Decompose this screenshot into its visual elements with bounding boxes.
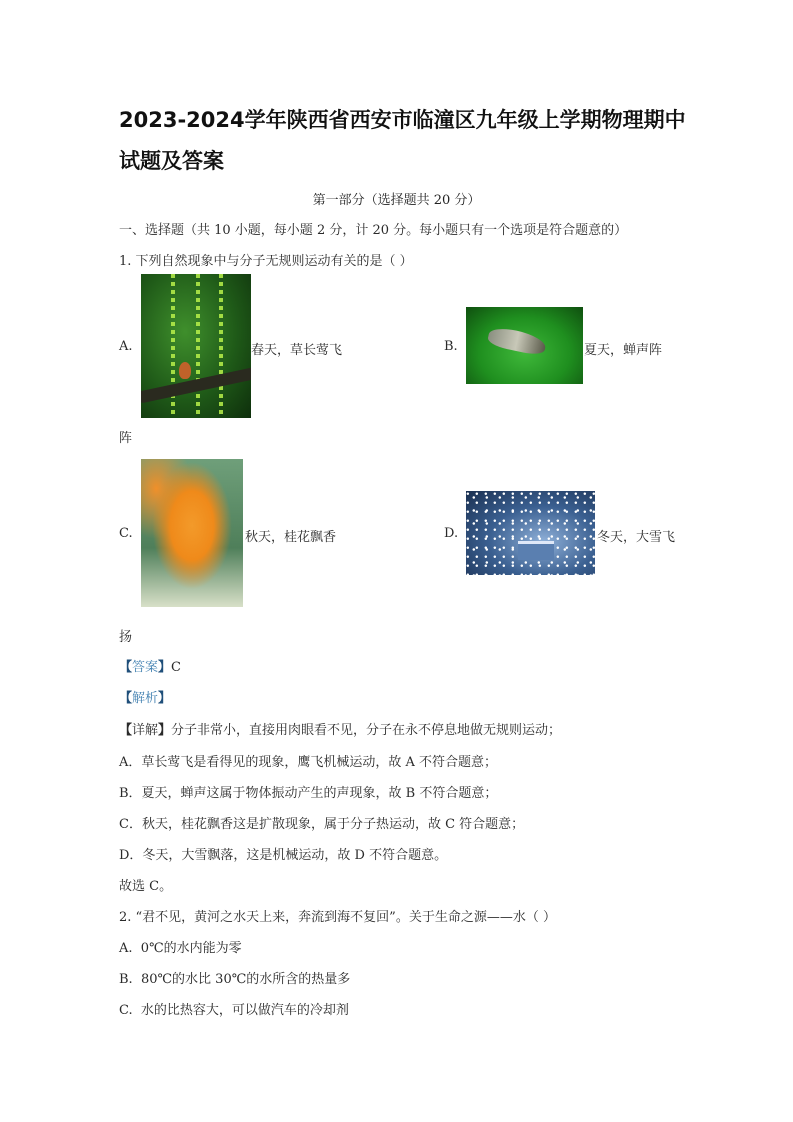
q2-option-a [119, 937, 242, 956]
document-title-line-1: 2023-2024学年陕西省西安市临潼区九年级上学期物理期中 [119, 108, 686, 132]
detail-text: 分子非常小，直接用肉眼看不见，分子在永不停息地做无规则运动； [171, 723, 562, 738]
snow-scene-image [466, 491, 595, 575]
q1-explanation-d: D．冬天，大雪飘落，这是机械运动，故 D 不符合题意。 [119, 848, 448, 863]
q2-option-a-text: 0℃的水内能为零 [140, 941, 242, 956]
section-heading: 一、选择题（共 10 小题，每小题 2 分，计 20 分。每小题只有一个选项是符合题意的） [119, 223, 628, 238]
q1-explanation-c: C．秋天，桂花飘香这是扩散现象，属于分子热运动，故 C 符合题意； [119, 817, 525, 832]
q1-detail [119, 719, 561, 738]
answer-label: 答案 [132, 660, 159, 675]
q2-option-c [119, 999, 349, 1018]
q1-option-c-label: C. [119, 526, 133, 541]
question-2-stem: 2. “君不见，黄河之水天上来，奔流到海不复回”。关于生命之源——水（ ） [119, 910, 556, 925]
q2-option-b-label: B. [119, 972, 133, 987]
document-title-line-2: 试题及答案 [119, 149, 224, 173]
q2-option-a-label: A. [119, 941, 133, 956]
question-1-stem: 1. 下列自然现象中与分子无规则运动有关的是（ ） [119, 254, 413, 269]
q1-answer [119, 656, 181, 675]
kingfisher-willow-image [141, 274, 251, 418]
q1-option-d-wrap: 扬 [119, 630, 133, 645]
q1-explanation-a: A．草长莺飞是看得见的现象，鹰飞机械运动，故 A 不符合题意； [119, 755, 498, 770]
part-heading: 第一部分（选择题共 20 分） [312, 193, 481, 208]
q2-option-b-text: 80℃的水比 30℃的水所含的热量多 [140, 972, 351, 987]
q1-option-d-label: D. [444, 526, 459, 541]
bracket-open: 【 [119, 660, 133, 675]
q2-option-b [119, 968, 350, 987]
cicada-image [466, 307, 583, 384]
bracket-open: 【 [119, 691, 133, 706]
q2-option-c-text: 水的比热容大，可以做汽车的冷却剂 [140, 1003, 349, 1018]
analysis-label: 解析 [132, 691, 159, 706]
detail-bracket-close: 】 [158, 723, 172, 738]
q1-explanation-b: B．夏天，蝉声这属于物体振动产生的声现象，故 B 不符合题意； [119, 786, 498, 801]
bracket-close: 】 [158, 691, 172, 706]
q1-option-a-label: A. [119, 339, 133, 354]
q1-option-a-text: 春天，草长莺飞 [251, 343, 343, 358]
q1-option-b-wrap: 阵 [119, 431, 133, 446]
q1-option-c-text: 秋天，桂花飘香 [245, 530, 337, 545]
q1-conclusion: 故选 C。 [119, 879, 173, 894]
q1-option-b-label: B. [444, 339, 458, 354]
osmanthus-image [141, 459, 243, 607]
q1-analysis-heading [119, 687, 171, 706]
q2-option-c-label: C. [119, 1003, 133, 1018]
detail-bracket-open: 【 [119, 723, 133, 738]
detail-label: 详解 [132, 723, 159, 738]
answer-value: C [171, 660, 181, 675]
bracket-close: 】 [158, 660, 172, 675]
q1-option-d-text: 冬天，大雪飞 [597, 530, 676, 545]
q1-option-b-text: 夏天，蝉声阵 [584, 343, 663, 358]
